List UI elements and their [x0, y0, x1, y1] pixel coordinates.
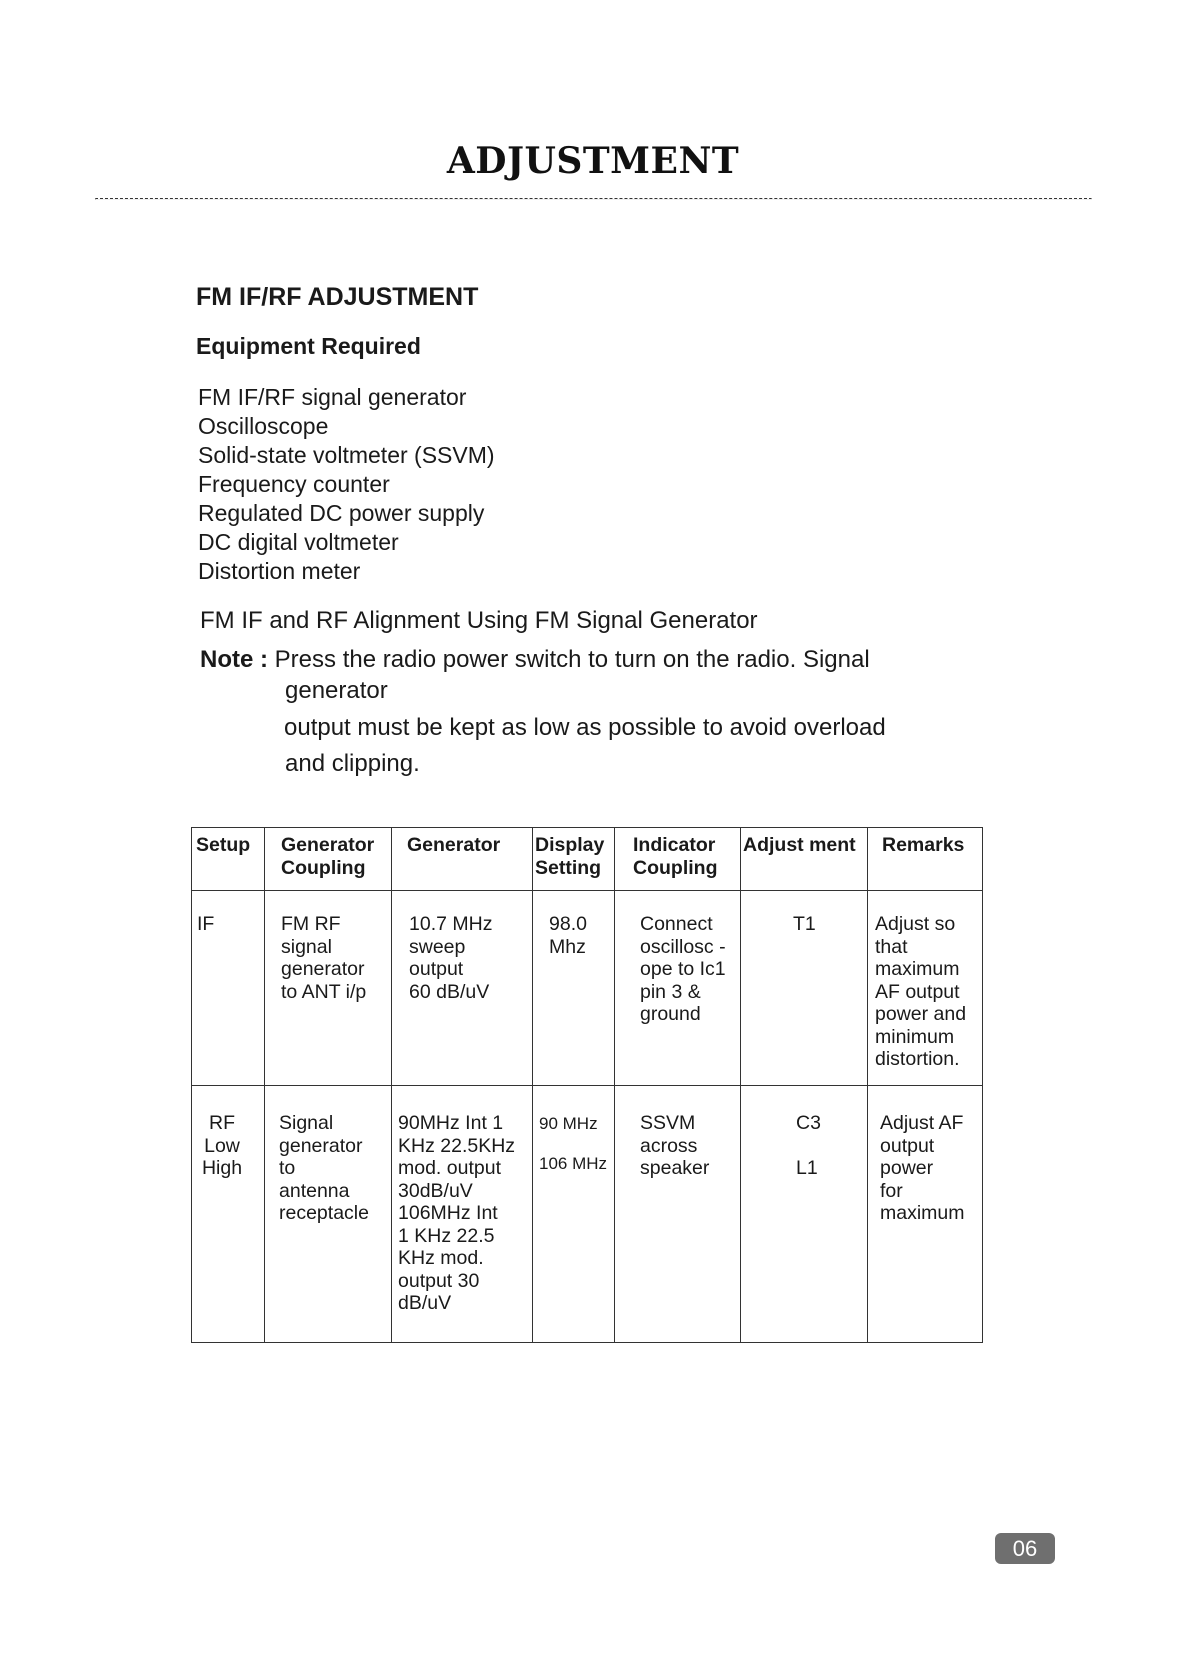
- note: [200, 646, 960, 674]
- equipment-heading: Equipment Required: [196, 333, 421, 359]
- header-label: Display Setting: [535, 834, 605, 879]
- cell-text: IF: [197, 913, 215, 935]
- cell-text: RF Low High: [201, 1112, 243, 1179]
- column-header-remarks: [868, 828, 983, 891]
- column-header-indicator-coupling: [615, 828, 741, 891]
- section-heading: FM IF/RF ADJUSTMENT: [196, 283, 479, 311]
- table-cell: [265, 891, 392, 1086]
- cell-text: Connect oscillosc - ope to Ic1 pin 3 & ground: [640, 913, 726, 1025]
- cell-text: FM RF signal generator to ANT i/p: [281, 913, 367, 1003]
- cell-text: T1: [793, 913, 816, 935]
- cell-text: C3 L1: [796, 1112, 821, 1179]
- table-cell: [741, 891, 868, 1086]
- equipment-item: DC digital voltmeter: [198, 529, 399, 555]
- table-row: [192, 1086, 983, 1343]
- equipment-item: Regulated DC power supply: [198, 500, 485, 526]
- note-label: Note :: [200, 646, 268, 673]
- equipment-item: FM IF/RF signal generator: [198, 384, 467, 410]
- column-header-adjustment: [741, 828, 868, 891]
- cell-text: 90MHz Int 1 KHz 22.5KHz mod. output 30dB/uV 106MHz Int 1 KHz 22.5 KHz mod. output 30 dB/uV: [398, 1112, 516, 1314]
- header-label: Setup: [196, 834, 251, 856]
- cell-text: 90 MHz 106 MHz: [539, 1114, 608, 1173]
- note-text-continued: and clipping.: [285, 750, 420, 777]
- alignment-heading: FM IF and RF Alignment Using FM Signal Generator: [200, 607, 758, 634]
- table-cell: [868, 1086, 983, 1343]
- header-label: Adjust ment: [743, 834, 856, 856]
- table-cell: [533, 1086, 615, 1343]
- equipment-list: [198, 383, 495, 586]
- table-cell: [392, 891, 533, 1086]
- table-row: [192, 891, 983, 1086]
- note-text: Press the radio power switch to turn on the radio. Signal: [274, 646, 870, 673]
- header-label: Generator: [407, 834, 501, 856]
- cell-text: Adjust AF output power for maximum: [880, 1112, 965, 1224]
- table-header-row: [192, 828, 983, 891]
- column-header-generator: [392, 828, 533, 891]
- equipment-item: Distortion meter: [198, 558, 361, 584]
- cell-text: SSVM across speaker: [640, 1112, 710, 1179]
- table-cell: [615, 891, 741, 1086]
- adjustment-table: [191, 827, 983, 1343]
- header-label: Indicator Coupling: [633, 834, 718, 879]
- equipment-item: Oscilloscope: [198, 413, 329, 439]
- table-cell: [392, 1086, 533, 1343]
- note-text-continued: output must be kept as low as possible to avoid overload: [284, 714, 886, 741]
- table-cell: [192, 891, 265, 1086]
- header-label: Generator Coupling: [281, 834, 375, 879]
- equipment-item: Solid-state voltmeter (SSVM): [198, 442, 495, 468]
- column-header-generator-coupling: [265, 828, 392, 891]
- cell-text: Signal generator to antenna receptacle: [279, 1112, 369, 1224]
- column-header-setup: [192, 828, 265, 891]
- cell-text: Adjust so that maximum AF output power and minimum distortion.: [875, 913, 967, 1070]
- table-cell: [265, 1086, 392, 1343]
- note-text-continued: generator: [285, 677, 388, 704]
- page-number-badge: 06: [995, 1533, 1055, 1564]
- table-cell: [868, 891, 983, 1086]
- column-header-display-setting: [533, 828, 615, 891]
- equipment-item: Frequency counter: [198, 471, 390, 497]
- page-title: ADJUSTMENT: [446, 140, 740, 182]
- cell-text: 98.0 Mhz: [549, 913, 587, 958]
- table-cell: [741, 1086, 868, 1343]
- title-divider: [95, 198, 1092, 200]
- table-cell: [533, 891, 615, 1086]
- table-cell: [615, 1086, 741, 1343]
- table-cell: [192, 1086, 265, 1343]
- header-label: Remarks: [882, 834, 965, 856]
- cell-text: 10.7 MHz sweep output 60 dB/uV: [409, 913, 493, 1003]
